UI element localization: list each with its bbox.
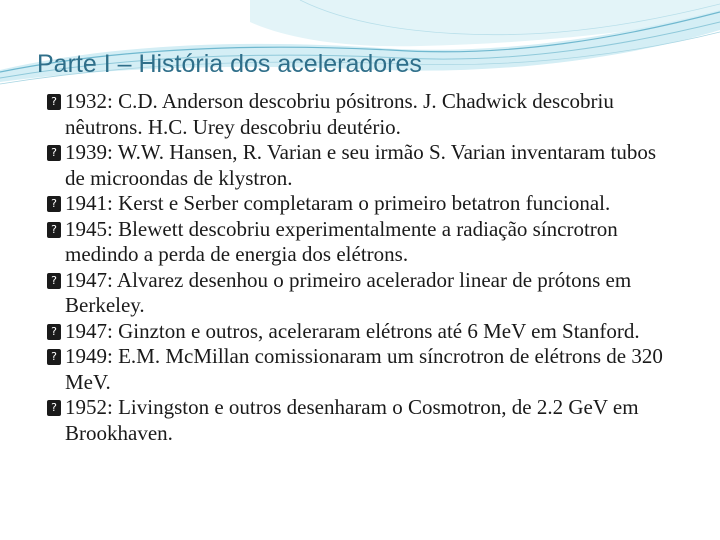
list-item-text: 1932: C.D. Anderson descobriu pósitrons. J. Chadwick descobriu nêutrons. H.C. Urey descobriu deutério. [65, 89, 614, 139]
list-item-text: 1949: E.M. McMillan comissionaram um síncrotron de elétrons de 320 MeV. [65, 344, 663, 394]
slide-title: Parte I – História dos aceleradores [37, 50, 422, 78]
list-item-text: 1947: Ginzton e outros, aceleraram elétrons até 6 MeV em Stanford. [65, 318, 640, 343]
list-item-text: 1945: Blewett descobriu experimentalmente a radiação síncrotron medindo a perda de energia dos elétrons. [65, 216, 618, 266]
list-item [0, 268, 720, 319]
list-item [0, 319, 720, 345]
bullet-icon: ? [47, 400, 61, 416]
list-item [0, 395, 720, 446]
bullet-icon: ? [47, 273, 61, 289]
list-item [0, 140, 720, 191]
list-item [0, 89, 720, 140]
bullet-icon: ? [47, 196, 61, 212]
bullet-icon: ? [47, 349, 61, 365]
bullet-icon: ? [47, 145, 61, 161]
bullet-icon: ? [47, 222, 61, 238]
bullet-icon: ? [47, 94, 61, 110]
bullet-icon: ? [47, 324, 61, 340]
list-item-text: 1952: Livingston e outros desenharam o Cosmotron, de 2.2 GeV em Brookhaven. [65, 395, 639, 445]
history-list [0, 89, 720, 446]
list-item-text: 1941: Kerst e Serber completaram o primeiro betatron funcional. [65, 191, 611, 215]
list-item-text: 1939: W.W. Hansen, R. Varian e seu irmão S. Varian inventaram tubos de microondas de klystron. [65, 140, 657, 190]
list-item [0, 191, 720, 217]
list-item [0, 344, 720, 395]
list-item-text: 1947: Alvarez desenhou o primeiro acelerador linear de prótons em Berkeley. [65, 267, 632, 317]
list-item [0, 217, 720, 268]
